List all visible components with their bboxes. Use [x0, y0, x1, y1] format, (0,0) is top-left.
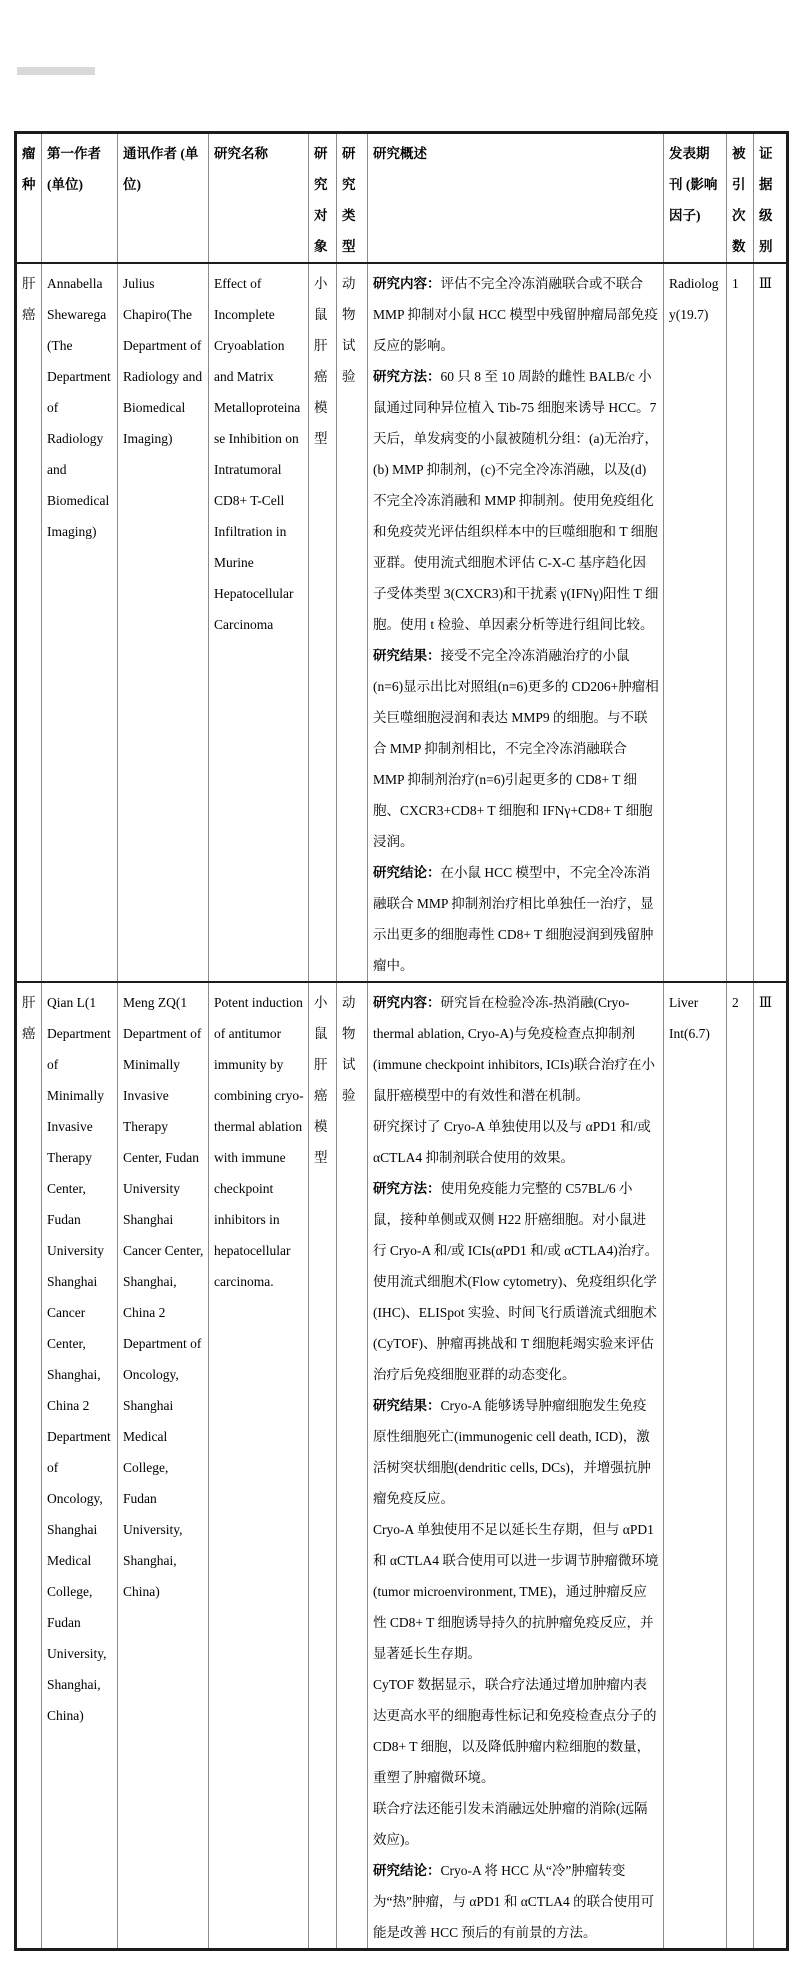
overview-paragraph: CyTOF 数据显示，联合疗法通过增加肿瘤内表达更高水平的细胞毒性标记和免疫检查点分子的 CD8+ T 细胞，以及降低肿瘤内粒细胞的数量，重塑了肿瘤微环境。: [373, 1677, 657, 1785]
overview-paragraph: 研究内容：评估不完全冷冻消融联合或不联合 MMP 抑制对小鼠 HCC 模型中残留肿瘤局部免疫反应的影响。: [373, 276, 658, 353]
corresponding-author-cell: Meng ZQ(1 Department of Minimally Invasive Therapy Center, Fudan University Shanghai Cancer Center, Shanghai, China 2 Department of Oncology, Shanghai Medical College, Fudan University, Shanghai, China): [118, 982, 209, 1950]
overview-paragraph: 研究内容：研究旨在检验冷冻-热消融(Cryo-thermal ablation, Cryo-A)与免疫检查点抑制剂(immune checkpoint inhibitors, ICIs)联合治疗在小鼠肝癌模型中的有效性和潜在机制。: [373, 995, 655, 1103]
table-row: [16, 982, 788, 1950]
overview-section-label: 研究方法：: [373, 369, 441, 384]
header-study-type: 研究类型: [337, 133, 368, 264]
header-study-subject: 研究对象: [309, 133, 337, 264]
overview-cell: [368, 263, 664, 982]
citations-cell: 1: [727, 263, 754, 982]
table-header: [16, 133, 788, 264]
study-name-cell: Effect of Incomplete Cryoablation and Matrix Metalloproteinase Inhibition on Intratumoral CD8+ T-Cell Infiltration in Murine Hepatocellular Carcinoma: [209, 263, 309, 982]
overview-section-label: 研究结果：: [373, 1398, 441, 1413]
tumor-type-cell: 肝癌: [22, 995, 36, 1041]
corresponding-author-cell: Julius Chapiro(The Department of Radiology and Biomedical Imaging): [118, 263, 209, 982]
header-evidence-level: 证据级别: [754, 133, 788, 264]
overview-paragraph: 研究结论：在小鼠 HCC 模型中，不完全冷冻消融联合 MMP 抑制剂治疗相比单独任一治疗，显示出更多的细胞毒性 CD8+ T 细胞浸润到残留肿瘤中。: [373, 865, 654, 973]
studies-table: [14, 131, 789, 1951]
overview-section-label: 研究方法：: [373, 1181, 441, 1196]
first-author-cell: Qian L(1 Department of Minimally Invasive Therapy Center, Fudan University Shanghai Cancer Center, Shanghai, China 2 Department of Oncology, Shanghai Medical College, Fudan University, Shanghai, China): [42, 982, 118, 1950]
first-author-cell: Annabella Shewarega (The Department of Radiology and Biomedical Imaging): [42, 263, 118, 982]
header-tumor-type: 瘤种: [22, 146, 36, 192]
journal-cell: Radiology(19.7): [664, 263, 727, 982]
tumor-type-cell: 肝癌: [22, 276, 36, 322]
overview-section-label: 研究结果：: [373, 648, 441, 663]
overview-paragraph: 研究探讨了 Cryo-A 单独使用以及与 αPD1 和/或 αCTLA4 抑制剂联合使用的效果。: [373, 1119, 651, 1165]
header-journal: 发表期刊 (影响因子): [664, 133, 727, 264]
header-first-author: 第一作者 (单位): [42, 133, 118, 264]
study-subject-cell: 小鼠肝癌模型: [309, 263, 337, 982]
overview-paragraph: 研究方法：60 只 8 至 10 周龄的雌性 BALB/c 小鼠通过同种异位植入 Tib-75 细胞来诱导 HCC。7 天后，单发病变的小鼠被随机分组：(a)无治疗，(b) MMP 抑制剂，(c)不完全冷冻消融，以及(d)不完全冷冻消融和 MMP 抑制剂。使用免疫组化和免疫荧光评估组织样本中的巨噬细胞和 T 细胞亚群。使用流式细胞术评估 C-X-C 基序趋化因子受体类型 3(CXCR3)和干扰素 γ(IFNγ)阳性 T 细胞。使用 t 检验、单因素分析等进行组间比较。: [373, 369, 659, 632]
header-study-name: 研究名称: [209, 133, 309, 264]
journal-cell: Liver Int(6.7): [664, 982, 727, 1950]
overview-paragraph: 研究结论：Cryo-A 将 HCC 从“冷”肿瘤转变为“热”肿瘤，与 αPD1 和 αCTLA4 的联合使用可能是改善 HCC 预后的有前景的方法。: [373, 1863, 655, 1940]
evidence-level-cell: Ⅲ: [754, 982, 788, 1950]
table-row: [16, 263, 788, 982]
redaction-bar: [17, 67, 95, 75]
overview-section-label: 研究内容：: [373, 276, 441, 291]
study-name-cell: Potent induction of antitumor immunity by combining cryo-thermal ablation with immune checkpoint inhibitors in hepatocellular carcinoma.: [209, 982, 309, 1950]
citations-cell: 2: [727, 982, 754, 1950]
overview-paragraph: 研究结果：接受不完全冷冻消融治疗的小鼠(n=6)显示出比对照组(n=6)更多的 CD206+肿瘤相关巨噬细胞浸润和表达 MMP9 的细胞。与不联合 MMP 抑制剂相比，不完全冷冻消融联合 MMP 抑制剂治疗(n=6)引起更多的 CD8+ T 细胞、CXCR3+CD8+ T 细胞和 IFNγ+CD8+ T 细胞浸润。: [373, 648, 659, 849]
table-body: [16, 263, 788, 1950]
overview-cell: [368, 982, 664, 1950]
study-type-cell: 动物试验: [337, 982, 368, 1950]
overview-section-label: 研究内容：: [373, 995, 441, 1010]
overview-section-label: 研究结论：: [373, 1863, 441, 1878]
study-subject-cell: 小鼠肝癌模型: [309, 982, 337, 1950]
header-overview: 研究概述: [368, 133, 664, 264]
header-row: [16, 133, 788, 264]
overview-paragraph: 研究方法：使用免疫能力完整的 C57BL/6 小鼠，接种单侧或双侧 H22 肝癌细胞。对小鼠进行 Cryo-A 和/或 ICIs(αPD1 和/或 αCTLA4)治疗。使用流式细胞术(Flow cytometry)、免疫组织化学(IHC)、ELISpot 实验、时间飞行质谱流式细胞术(CyTOF)、肿瘤再挑战和 T 细胞耗竭实验来评估治疗后免疫细胞亚群的动态变化。: [373, 1181, 659, 1382]
overview-paragraph: Cryo-A 单独使用不足以延长生存期，但与 αPD1 和 αCTLA4 联合使用可以进一步调节肿瘤微环境(tumor microenvironment, TME)，通过肿瘤反应性 CD8+ T 细胞诱导持久的抗肿瘤免疫反应，并显著延长生存期。: [373, 1522, 659, 1661]
header-citations: 被引次数: [727, 133, 754, 264]
overview-paragraph: 联合疗法还能引发未消融远处肿瘤的消除(远隔效应)。: [373, 1801, 648, 1847]
overview-section-label: 研究结论：: [373, 865, 441, 880]
evidence-level-cell: Ⅲ: [754, 263, 788, 982]
overview-paragraph: 研究结果：Cryo-A 能够诱导肿瘤细胞发生免疫原性细胞死亡(immunogenic cell death, ICD)，激活树突状细胞(dendritic cells, DCs)，并增强抗肿瘤免疫反应。: [373, 1398, 651, 1506]
header-corresponding-author: 通讯作者 (单位): [118, 133, 209, 264]
study-type-cell: 动物试验: [337, 263, 368, 982]
